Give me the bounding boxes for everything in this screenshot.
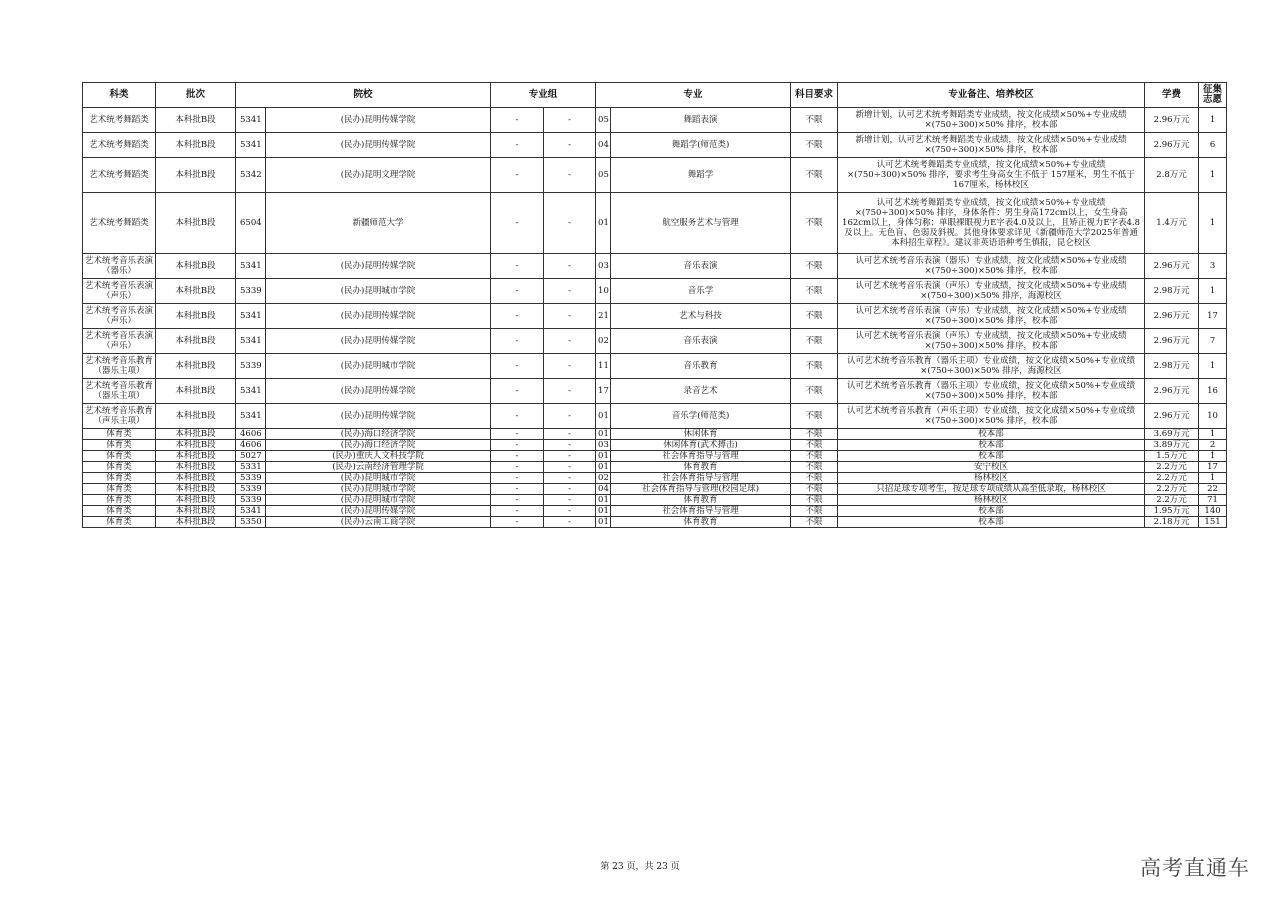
table-row: [83, 429, 1227, 440]
quota-cell: 17: [1199, 462, 1227, 473]
school-name-cell: (民办)昆明传媒学院: [266, 254, 491, 279]
subject-requirement-cell: 不限: [791, 193, 838, 254]
subject-requirement-cell: 不限: [791, 108, 838, 133]
subject-requirement-cell: 不限: [791, 506, 838, 517]
fee-cell: 1.5万元: [1145, 451, 1199, 462]
group-cell-2: -: [544, 404, 596, 429]
fee-cell: 2.2万元: [1145, 473, 1199, 484]
school-code-cell: 5341: [236, 379, 266, 404]
batch-cell: 本科批B段: [156, 108, 236, 133]
major-name-cell: 音乐表演: [611, 329, 791, 354]
subject-requirement-cell: 不限: [791, 404, 838, 429]
major-code-cell: 04: [596, 133, 611, 158]
category-cell: 艺术统考音乐表演（声乐）: [83, 279, 156, 304]
school-name-cell: (民办)云南工商学院: [266, 517, 491, 528]
table-row: [83, 158, 1227, 193]
quota-cell: 3: [1199, 254, 1227, 279]
major-code-cell: 02: [596, 329, 611, 354]
major-name-cell: 体育教育: [611, 462, 791, 473]
subject-requirement-cell: 不限: [791, 158, 838, 193]
quota-cell: 1: [1199, 354, 1227, 379]
subject-requirement-cell: 不限: [791, 451, 838, 462]
major-code-cell: 01: [596, 462, 611, 473]
major-code-cell: 02: [596, 473, 611, 484]
subject-requirement-cell: 不限: [791, 304, 838, 329]
header-group: 专业组: [491, 83, 596, 108]
fee-cell: 2.98万元: [1145, 354, 1199, 379]
major-name-cell: 体育教育: [611, 495, 791, 506]
table-row: [83, 451, 1227, 462]
quota-cell: 2: [1199, 440, 1227, 451]
group-cell-2: -: [544, 279, 596, 304]
group-cell-1: -: [491, 329, 544, 354]
category-cell: 体育类: [83, 484, 156, 495]
school-code-cell: 5331: [236, 462, 266, 473]
school-code-cell: 5339: [236, 495, 266, 506]
table-row: [83, 304, 1227, 329]
batch-cell: 本科批B段: [156, 158, 236, 193]
remarks-cell: 认可艺术统考音乐教育（声乐主项）专业成绩，按文化成绩×50%+专业成绩×(750÷300)×50% 排序，校本部: [838, 404, 1145, 429]
group-cell-2: -: [544, 329, 596, 354]
quota-cell: 1: [1199, 108, 1227, 133]
batch-cell: 本科批B段: [156, 304, 236, 329]
major-name-cell: 舞蹈学: [611, 158, 791, 193]
quota-cell: 10: [1199, 404, 1227, 429]
group-cell-1: -: [491, 108, 544, 133]
school-name-cell: (民办)昆明传媒学院: [266, 404, 491, 429]
school-code-cell: 5341: [236, 304, 266, 329]
major-code-cell: 01: [596, 404, 611, 429]
table-row: [83, 254, 1227, 279]
school-code-cell: 5342: [236, 158, 266, 193]
group-cell-1: -: [491, 473, 544, 484]
major-code-cell: 17: [596, 379, 611, 404]
remarks-cell: 新增计划，认可艺术统考舞蹈类专业成绩，按文化成绩×50%+专业成绩×(750÷300)×50% 排序，校本部: [838, 133, 1145, 158]
remarks-cell: 认可艺术统考音乐教育（器乐主项）专业成绩，按文化成绩×50%+专业成绩×(750÷300)×50% 排序，海源校区: [838, 354, 1145, 379]
school-name-cell: (民办)海口经济学院: [266, 440, 491, 451]
batch-cell: 本科批B段: [156, 440, 236, 451]
table-row: [83, 517, 1227, 528]
school-name-cell: (民办)昆明传媒学院: [266, 108, 491, 133]
school-code-cell: 5341: [236, 254, 266, 279]
batch-cell: 本科批B段: [156, 354, 236, 379]
group-cell-2: -: [544, 473, 596, 484]
fee-cell: 2.96万元: [1145, 404, 1199, 429]
header-fee: 学费: [1145, 83, 1199, 108]
school-name-cell: (民办)昆明传媒学院: [266, 379, 491, 404]
remarks-cell: 认可艺术统考音乐表演（声乐）专业成绩，按文化成绩×50%+专业成绩×(750÷300)×50% 排序，校本部: [838, 329, 1145, 354]
quota-cell: 22: [1199, 484, 1227, 495]
header-category: 科类: [83, 83, 156, 108]
remarks-cell: 校本部: [838, 517, 1145, 528]
group-cell-1: -: [491, 451, 544, 462]
remarks-cell: 校本部: [838, 506, 1145, 517]
major-code-cell: 03: [596, 254, 611, 279]
subject-requirement-cell: 不限: [791, 440, 838, 451]
group-cell-1: -: [491, 495, 544, 506]
group-cell-2: -: [544, 133, 596, 158]
group-cell-2: -: [544, 440, 596, 451]
header-remarks: 专业备注、培养校区: [838, 83, 1145, 108]
group-cell-2: -: [544, 506, 596, 517]
group-cell-2: -: [544, 484, 596, 495]
remarks-cell: 认可艺术统考音乐表演（声乐）专业成绩，按文化成绩×50%+专业成绩×(750÷300)×50% 排序，海源校区: [838, 279, 1145, 304]
group-cell-1: -: [491, 379, 544, 404]
remarks-cell: 认可艺术统考舞蹈类专业成绩，按文化成绩×50%+专业成绩×(750÷300)×50% 排序，身体条件：男生身高172cm以上，女生身高162cm以上，身体匀称；单眼裸眼视力E字表4.0及以上，且矫正视力E字表4.8及以上。无色盲、色弱及斜视。其他身体要求详见《新疆师范大学2025年普通本科招生章程》。建议非英语语种考生慎报，昆仑校区: [838, 193, 1145, 254]
school-name-cell: (民办)海口经济学院: [266, 429, 491, 440]
table-row: [83, 279, 1227, 304]
subject-requirement-cell: 不限: [791, 354, 838, 379]
category-cell: 体育类: [83, 517, 156, 528]
table-row: [83, 440, 1227, 451]
header-school: 院校: [236, 83, 491, 108]
major-name-cell: 社会体育指导与管理: [611, 451, 791, 462]
school-name-cell: (民办)云南经济管理学院: [266, 462, 491, 473]
watermark: 高考直通车: [1140, 856, 1250, 880]
category-cell: 体育类: [83, 495, 156, 506]
major-code-cell: 01: [596, 495, 611, 506]
category-cell: 体育类: [83, 451, 156, 462]
batch-cell: 本科批B段: [156, 517, 236, 528]
school-code-cell: 5027: [236, 451, 266, 462]
category-cell: 艺术统考音乐教育（器乐主项）: [83, 379, 156, 404]
subject-requirement-cell: 不限: [791, 429, 838, 440]
school-name-cell: (民办)昆明城市学院: [266, 495, 491, 506]
header-quota-line2: 志愿: [1203, 94, 1223, 105]
table-row: [83, 462, 1227, 473]
group-cell-1: -: [491, 440, 544, 451]
school-code-cell: 5341: [236, 108, 266, 133]
major-name-cell: 航空服务艺术与管理: [611, 193, 791, 254]
batch-cell: 本科批B段: [156, 484, 236, 495]
page-number: 第 23 页，共 23 页: [600, 862, 680, 872]
school-code-cell: 4606: [236, 429, 266, 440]
category-cell: 艺术统考舞蹈类: [83, 133, 156, 158]
category-cell: 艺术统考音乐教育（器乐主项）: [83, 354, 156, 379]
category-cell: 体育类: [83, 462, 156, 473]
major-name-cell: 社会体育指导与管理(校园足球): [611, 484, 791, 495]
school-name-cell: (民办)昆明传媒学院: [266, 329, 491, 354]
remarks-cell: 认可艺术统考舞蹈类专业成绩，按文化成绩×50%+专业成绩×(750÷300)×50% 排序，要求考生身高女生不低于 157厘米，男生不低于 167厘米，杨林校区: [838, 158, 1145, 193]
group-cell-1: -: [491, 506, 544, 517]
table-row: [83, 133, 1227, 158]
group-cell-1: -: [491, 254, 544, 279]
category-cell: 体育类: [83, 440, 156, 451]
school-code-cell: 5341: [236, 329, 266, 354]
batch-cell: 本科批B段: [156, 379, 236, 404]
fee-cell: 2.96万元: [1145, 254, 1199, 279]
group-cell-2: -: [544, 462, 596, 473]
group-cell-1: -: [491, 193, 544, 254]
subject-requirement-cell: 不限: [791, 484, 838, 495]
school-name-cell: 新疆师范大学: [266, 193, 491, 254]
school-code-cell: 4606: [236, 440, 266, 451]
group-cell-2: -: [544, 495, 596, 506]
category-cell: 体育类: [83, 473, 156, 484]
batch-cell: 本科批B段: [156, 451, 236, 462]
school-name-cell: (民办)昆明城市学院: [266, 484, 491, 495]
remarks-cell: 杨林校区: [838, 495, 1145, 506]
group-cell-2: -: [544, 158, 596, 193]
subject-requirement-cell: 不限: [791, 329, 838, 354]
table-row: [83, 379, 1227, 404]
table-row: [83, 354, 1227, 379]
major-code-cell: 01: [596, 517, 611, 528]
fee-cell: 2.2万元: [1145, 484, 1199, 495]
school-name-cell: (民办)昆明传媒学院: [266, 506, 491, 517]
batch-cell: 本科批B段: [156, 329, 236, 354]
category-cell: 艺术统考音乐表演（声乐）: [83, 304, 156, 329]
remarks-cell: 新增计划，认可艺术统考舞蹈类专业成绩，按文化成绩×50%+专业成绩×(750÷300)×50% 排序，校本部: [838, 108, 1145, 133]
fee-cell: 2.96万元: [1145, 133, 1199, 158]
school-name-cell: (民办)昆明城市学院: [266, 279, 491, 304]
major-code-cell: 01: [596, 193, 611, 254]
major-name-cell: 社会体育指导与管理: [611, 473, 791, 484]
batch-cell: 本科批B段: [156, 133, 236, 158]
fee-cell: 2.2万元: [1145, 495, 1199, 506]
quota-cell: 1: [1199, 279, 1227, 304]
major-name-cell: 舞蹈表演: [611, 108, 791, 133]
remarks-cell: 校本部: [838, 429, 1145, 440]
subject-requirement-cell: 不限: [791, 517, 838, 528]
table-row: [83, 193, 1227, 254]
school-code-cell: 5350: [236, 517, 266, 528]
header-row: [83, 83, 1227, 108]
remarks-cell: 安宁校区: [838, 462, 1145, 473]
subject-requirement-cell: 不限: [791, 462, 838, 473]
school-code-cell: 5339: [236, 484, 266, 495]
quota-cell: 1: [1199, 193, 1227, 254]
school-code-cell: 5341: [236, 404, 266, 429]
quota-cell: 71: [1199, 495, 1227, 506]
quota-cell: 1: [1199, 158, 1227, 193]
major-name-cell: 休闲体育(武术搏击): [611, 440, 791, 451]
quota-cell: 1: [1199, 473, 1227, 484]
table-row: [83, 404, 1227, 429]
group-cell-2: -: [544, 451, 596, 462]
batch-cell: 本科批B段: [156, 404, 236, 429]
school-code-cell: 5341: [236, 133, 266, 158]
batch-cell: 本科批B段: [156, 279, 236, 304]
school-code-cell: 5339: [236, 354, 266, 379]
school-code-cell: 5339: [236, 279, 266, 304]
major-code-cell: 03: [596, 440, 611, 451]
remarks-cell: 校本部: [838, 440, 1145, 451]
quota-cell: 1: [1199, 429, 1227, 440]
fee-cell: 3.69万元: [1145, 429, 1199, 440]
admission-plan-table: [82, 82, 1227, 528]
group-cell-1: -: [491, 462, 544, 473]
school-name-cell: (民办)昆明城市学院: [266, 473, 491, 484]
major-code-cell: 01: [596, 429, 611, 440]
table-row: [83, 473, 1227, 484]
group-cell-1: -: [491, 133, 544, 158]
category-cell: 艺术统考音乐教育（声乐主项）: [83, 404, 156, 429]
quota-cell: 16: [1199, 379, 1227, 404]
major-name-cell: 音乐表演: [611, 254, 791, 279]
quota-cell: 7: [1199, 329, 1227, 354]
group-cell-2: -: [544, 517, 596, 528]
group-cell-1: -: [491, 354, 544, 379]
remarks-cell: 校本部: [838, 451, 1145, 462]
batch-cell: 本科批B段: [156, 473, 236, 484]
major-code-cell: 01: [596, 451, 611, 462]
school-name-cell: (民办)昆明传媒学院: [266, 304, 491, 329]
table-row: [83, 495, 1227, 506]
fee-cell: 2.2万元: [1145, 462, 1199, 473]
batch-cell: 本科批B段: [156, 495, 236, 506]
major-code-cell: 01: [596, 506, 611, 517]
group-cell-2: -: [544, 354, 596, 379]
fee-cell: 2.96万元: [1145, 304, 1199, 329]
group-cell-2: -: [544, 379, 596, 404]
table-row: [83, 484, 1227, 495]
header-quota: [1199, 83, 1227, 108]
school-name-cell: (民办)昆明城市学院: [266, 354, 491, 379]
group-cell-2: -: [544, 429, 596, 440]
category-cell: 艺术统考舞蹈类: [83, 193, 156, 254]
category-cell: 艺术统考舞蹈类: [83, 108, 156, 133]
major-name-cell: 体育教育: [611, 517, 791, 528]
header-major: 专业: [596, 83, 791, 108]
fee-cell: 2.18万元: [1145, 517, 1199, 528]
major-name-cell: 录音艺术: [611, 379, 791, 404]
school-code-cell: 5339: [236, 473, 266, 484]
category-cell: 艺术统考舞蹈类: [83, 158, 156, 193]
major-code-cell: 21: [596, 304, 611, 329]
school-code-cell: 6504: [236, 193, 266, 254]
group-cell-1: -: [491, 517, 544, 528]
header-batch: 批次: [156, 83, 236, 108]
major-name-cell: 休闲体育: [611, 429, 791, 440]
category-cell: 艺术统考音乐表演（器乐）: [83, 254, 156, 279]
major-code-cell: 04: [596, 484, 611, 495]
batch-cell: 本科批B段: [156, 429, 236, 440]
table-row: [83, 108, 1227, 133]
remarks-cell: 认可艺术统考音乐教育（器乐主项）专业成绩，按文化成绩×50%+专业成绩×(750÷300)×50% 排序，校本部: [838, 379, 1145, 404]
fee-cell: 2.96万元: [1145, 108, 1199, 133]
table-row: [83, 329, 1227, 354]
quota-cell: 17: [1199, 304, 1227, 329]
category-cell: 体育类: [83, 506, 156, 517]
subject-requirement-cell: 不限: [791, 473, 838, 484]
remarks-cell: 认可艺术统考音乐表演（器乐）专业成绩，按文化成绩×50%+专业成绩×(750÷300)×50% 排序，校本部: [838, 254, 1145, 279]
quota-cell: 140: [1199, 506, 1227, 517]
school-name-cell: (民办)昆明文理学院: [266, 158, 491, 193]
subject-requirement-cell: 不限: [791, 254, 838, 279]
remarks-cell: 杨林校区: [838, 473, 1145, 484]
major-name-cell: 艺术与科技: [611, 304, 791, 329]
major-name-cell: 音乐学: [611, 279, 791, 304]
group-cell-1: -: [491, 279, 544, 304]
header-quota-line1: 征集: [1203, 84, 1223, 95]
group-cell-1: -: [491, 404, 544, 429]
quota-cell: 151: [1199, 517, 1227, 528]
group-cell-1: -: [491, 429, 544, 440]
batch-cell: 本科批B段: [156, 193, 236, 254]
quota-cell: 6: [1199, 133, 1227, 158]
fee-cell: 1.4万元: [1145, 193, 1199, 254]
subject-requirement-cell: 不限: [791, 379, 838, 404]
major-name-cell: 音乐教育: [611, 354, 791, 379]
table-body: [83, 108, 1227, 528]
group-cell-2: -: [544, 254, 596, 279]
major-code-cell: 05: [596, 158, 611, 193]
remarks-cell: 只招足球专项考生，按足球专项成绩从高至低录取，杨林校区: [838, 484, 1145, 495]
major-name-cell: 社会体育指导与管理: [611, 506, 791, 517]
major-code-cell: 05: [596, 108, 611, 133]
batch-cell: 本科批B段: [156, 462, 236, 473]
major-code-cell: 11: [596, 354, 611, 379]
major-name-cell: 音乐学(师范类): [611, 404, 791, 429]
fee-cell: 2.96万元: [1145, 329, 1199, 354]
major-name-cell: 舞蹈学(师范类): [611, 133, 791, 158]
school-name-cell: (民办)重庆人文科技学院: [266, 451, 491, 462]
fee-cell: 1.95万元: [1145, 506, 1199, 517]
subject-requirement-cell: 不限: [791, 495, 838, 506]
remarks-cell: 认可艺术统考音乐表演（声乐）专业成绩，按文化成绩×50%+专业成绩×(750÷300)×50% 排序，校本部: [838, 304, 1145, 329]
school-code-cell: 5341: [236, 506, 266, 517]
group-cell-2: -: [544, 108, 596, 133]
subject-requirement-cell: 不限: [791, 279, 838, 304]
fee-cell: 2.96万元: [1145, 379, 1199, 404]
subject-requirement-cell: 不限: [791, 133, 838, 158]
quota-cell: 1: [1199, 451, 1227, 462]
header-subject-requirement: 科目要求: [791, 83, 838, 108]
batch-cell: 本科批B段: [156, 254, 236, 279]
group-cell-2: -: [544, 304, 596, 329]
fee-cell: 2.8万元: [1145, 158, 1199, 193]
category-cell: 体育类: [83, 429, 156, 440]
fee-cell: 3.89万元: [1145, 440, 1199, 451]
fee-cell: 2.98万元: [1145, 279, 1199, 304]
batch-cell: 本科批B段: [156, 506, 236, 517]
group-cell-1: -: [491, 484, 544, 495]
group-cell-1: -: [491, 158, 544, 193]
school-name-cell: (民办)昆明传媒学院: [266, 133, 491, 158]
group-cell-1: -: [491, 304, 544, 329]
group-cell-2: -: [544, 193, 596, 254]
table-row: [83, 506, 1227, 517]
category-cell: 艺术统考音乐表演（声乐）: [83, 329, 156, 354]
major-code-cell: 10: [596, 279, 611, 304]
